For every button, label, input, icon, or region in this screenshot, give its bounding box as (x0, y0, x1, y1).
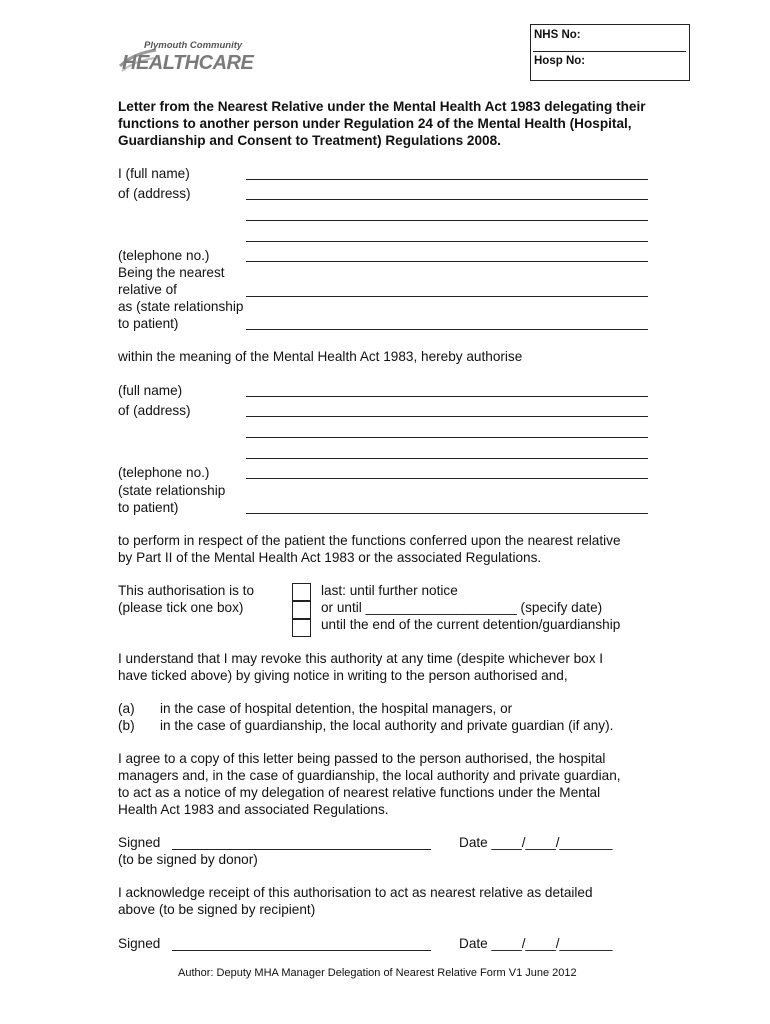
recipient-signed-label: Signed (118, 936, 161, 951)
option-until-date: or until ____________________ (specify date) (321, 600, 603, 615)
donor-address-field-3[interactable] (246, 241, 648, 242)
tick-box-end-detention[interactable] (292, 619, 311, 637)
perform-text-line-2: by Part II of the Mental Health Act 1983 or the associated Regulations. (118, 550, 542, 565)
donor-signature-field[interactable] (172, 849, 431, 850)
authorised-address-field-2[interactable] (246, 437, 648, 438)
within-meaning-text: within the meaning of the Mental Health Act 1983, hereby authorise (118, 349, 523, 364)
condition-b-marker: (b) (118, 718, 135, 733)
authorisation-label-1: This authorisation is to (118, 583, 255, 598)
acknowledge-text-line-1: I acknowledge receipt of this authorisation to act as nearest relative as detailed (118, 885, 593, 900)
donor-full-name-field[interactable] (246, 179, 648, 180)
authorised-relationship-label-2: to patient) (118, 500, 179, 515)
authorised-relationship-field[interactable] (246, 513, 648, 514)
donor-telephone-field[interactable] (246, 261, 648, 262)
authorised-full-name-field[interactable] (246, 396, 648, 397)
agree-text-line-2: managers and, in the case of guardianship, the local authority and private guardian, (118, 768, 621, 783)
authorised-address-field-1[interactable] (246, 416, 648, 417)
tick-box-further-notice[interactable] (292, 583, 311, 601)
donor-relationship-field[interactable] (246, 329, 648, 330)
nhs-number-box (530, 24, 690, 81)
donor-relationship-label-1: as (state relationship (118, 299, 244, 314)
tick-box-until-date[interactable] (292, 601, 311, 619)
donor-address-field-2[interactable] (246, 220, 648, 221)
logo-text-top: Plymouth Community (144, 40, 243, 51)
revoke-text-line-2: have ticked above) by giving notice in writing to the person authorised and, (118, 668, 568, 683)
donor-address-field-1[interactable] (246, 199, 648, 200)
donor-telephone-label: (telephone no.) (118, 248, 210, 263)
acknowledge-text-line-2: above (to be signed by recipient) (118, 902, 316, 917)
donor-relationship-label-2: to patient) (118, 316, 179, 331)
authorised-address-field-3[interactable] (246, 458, 648, 459)
donor-date-field[interactable]: Date ____/____/_______ (459, 835, 613, 850)
option-further-notice: last: until further notice (321, 583, 458, 598)
authorised-telephone-field[interactable] (246, 478, 648, 479)
footer-author: Author: Deputy MHA Manager Delegation of Nearest Relative Form V1 June 2012 (178, 967, 577, 979)
donor-nearest-label-2: relative of (118, 282, 177, 297)
donor-address-label: of (address) (118, 186, 191, 201)
authorised-telephone-label: (telephone no.) (118, 465, 210, 480)
condition-a-text: in the case of hospital detention, the hospital managers, or (160, 701, 513, 716)
condition-a-marker: (a) (118, 701, 135, 716)
revoke-text-line-1: I understand that I may revoke this authority at any time (despite whichever box I (118, 651, 604, 666)
form-title: Letter from the Nearest Relative under the Mental Health Act 1983 delegating their functions to another person under Regulation 24 of the Mental Health (Hospital, Guardianship and Consent to Treatment) Regulations 2008. (118, 99, 646, 148)
agree-text-line-4: Health Act 1983 and associated Regulations. (118, 802, 389, 817)
recipient-signature-field[interactable] (172, 950, 431, 951)
nhs-no-field[interactable] (533, 51, 686, 52)
logo (118, 36, 254, 80)
donor-relative-of-field[interactable] (246, 296, 648, 297)
recipient-date-field[interactable]: Date ____/____/_______ (459, 936, 613, 951)
authorisation-label-2: (please tick one box) (118, 600, 244, 615)
authorised-address-label: of (address) (118, 403, 191, 418)
agree-text-line-3: to act as a notice of my delegation of nearest relative functions under the Mental (118, 785, 601, 800)
hosp-no-label: Hosp No: (534, 55, 586, 67)
authorised-full-name-label: (full name) (118, 383, 183, 398)
nhs-no-label: NHS No: (534, 29, 581, 41)
option-end-detention: until the end of the current detention/guardianship (321, 617, 621, 632)
donor-nearest-label-1: Being the nearest (118, 265, 225, 280)
condition-b-text: in the case of guardianship, the local authority and private guardian (if any). (160, 718, 614, 733)
perform-text-line-1: to perform in respect of the patient the functions conferred upon the nearest relative (118, 533, 621, 548)
logo-text-main: HEALTHCARE (122, 52, 254, 74)
agree-text-line-1: I agree to a copy of this letter being passed to the person authorised, the hospital (118, 751, 606, 766)
authorised-relationship-label-1: (state relationship (118, 483, 226, 498)
donor-signed-note: (to be signed by donor) (118, 852, 258, 867)
donor-full-name-label: I (full name) (118, 166, 190, 181)
donor-signed-label: Signed (118, 835, 161, 850)
